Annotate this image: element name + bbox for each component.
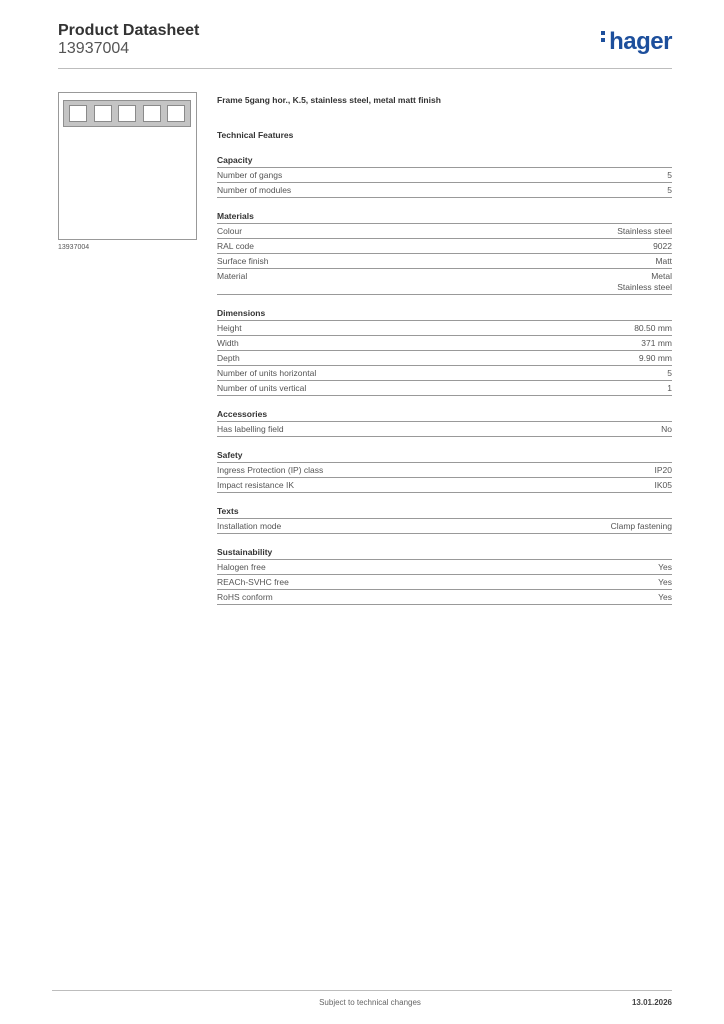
frame-5gang-image [63, 100, 191, 127]
section-texts [217, 506, 672, 534]
product-number: 13937004 [58, 40, 130, 57]
spec-value-line: 5 [667, 170, 672, 180]
spec-value [655, 480, 673, 491]
spec-label: Material [217, 271, 248, 281]
page-header [58, 22, 672, 72]
spec-label: Number of units horizontal [217, 368, 317, 378]
frame-gang-opening [94, 105, 112, 122]
spec-row [217, 575, 672, 590]
spec-row [217, 183, 672, 198]
spec-row [217, 168, 672, 183]
spec-value-line: 9022 [653, 241, 672, 251]
spec-label: Number of modules [217, 185, 292, 195]
spec-row [217, 381, 672, 396]
spec-value-line: Stainless steel [617, 226, 672, 236]
section-sustainability [217, 547, 672, 605]
spec-row [217, 463, 672, 478]
hager-logo [601, 28, 672, 56]
spec-row [217, 351, 672, 366]
spec-label: Number of units vertical [217, 383, 307, 393]
section-safety [217, 450, 672, 493]
technical-features-title: Technical Features [217, 130, 294, 140]
spec-value [655, 465, 673, 476]
section-title: Materials [217, 211, 672, 224]
spec-row [217, 239, 672, 254]
spec-value [639, 353, 672, 364]
spec-row [217, 478, 672, 493]
spec-label: Colour [217, 226, 243, 236]
frame-gang-opening [143, 105, 161, 122]
spec-row [217, 560, 672, 575]
frame-gang-opening [118, 105, 136, 122]
spec-value [667, 383, 672, 394]
product-title: Frame 5gang hor., K.5, stainless steel, metal matt finish [217, 95, 441, 105]
spec-value-line: Stainless steel [617, 282, 672, 292]
spec-label: Surface finish [217, 256, 269, 266]
section-title: Sustainability [217, 547, 672, 560]
spec-value [667, 170, 672, 181]
feature-sections [217, 155, 672, 605]
spec-value-line: Yes [658, 592, 672, 602]
spec-label: REACh-SVHC free [217, 577, 289, 587]
spec-value [611, 521, 672, 532]
spec-value [655, 256, 672, 267]
logo-dots-icon [601, 28, 606, 45]
spec-value-line: Clamp fastening [610, 521, 672, 531]
spec-value-line: 80.50 mm [634, 323, 672, 333]
spec-label: Has labelling field [217, 424, 284, 434]
spec-label: RoHS conform [217, 592, 273, 602]
spec-value [641, 338, 672, 349]
section-capacity [217, 155, 672, 198]
spec-value-line: Matt [655, 256, 672, 266]
section-materials [217, 211, 672, 295]
spec-value [617, 226, 672, 237]
spec-label: Number of gangs [217, 170, 283, 180]
spec-value-line: Metal [651, 271, 672, 281]
spec-label: RAL code [217, 241, 255, 251]
spec-value-line: 1 [667, 383, 672, 393]
section-title: Capacity [217, 155, 672, 168]
spec-value-line: 5 [667, 185, 672, 195]
spec-value-line: 371 mm [641, 338, 672, 348]
image-caption: 13937004 [58, 244, 90, 251]
product-image [58, 92, 197, 240]
section-dimensions [217, 308, 672, 396]
spec-label: Impact resistance IK [217, 480, 295, 490]
spec-row [217, 590, 672, 605]
spec-value [667, 185, 672, 196]
section-title: Texts [217, 506, 672, 519]
spec-value-line: No [661, 424, 672, 434]
spec-label: Ingress Protection (IP) class [217, 465, 324, 475]
spec-value [658, 562, 672, 573]
spec-row [217, 336, 672, 351]
spec-value-line: 5 [667, 368, 672, 378]
spec-value-line: Yes [658, 562, 672, 572]
frame-gang-opening [69, 105, 87, 122]
spec-value [617, 271, 672, 293]
spec-value [658, 592, 672, 603]
spec-value [667, 368, 672, 379]
footer-note: Subject to technical changes [319, 998, 421, 1007]
spec-row [217, 422, 672, 437]
spec-label: Width [217, 338, 239, 348]
spec-label: Depth [217, 353, 240, 363]
spec-value [661, 424, 672, 435]
spec-row [217, 366, 672, 381]
spec-label: Installation mode [217, 521, 282, 531]
frame-gang-opening [167, 105, 185, 122]
footer-date: 13.01.2026 [631, 998, 672, 1007]
section-title: Accessories [217, 409, 672, 422]
header-divider [58, 68, 672, 69]
spec-row [217, 254, 672, 269]
spec-value-line: 9.90 mm [638, 353, 672, 363]
logo-text: hager [609, 28, 672, 55]
spec-value [634, 323, 672, 334]
spec-value [653, 241, 672, 252]
spec-value [658, 577, 672, 588]
spec-value-line: Yes [658, 577, 672, 587]
page-title: Product Datasheet [58, 22, 200, 39]
spec-value-line: IK05 [654, 480, 672, 490]
spec-value-line: IP20 [654, 465, 672, 475]
spec-row [217, 224, 672, 239]
spec-label: Halogen free [217, 562, 266, 572]
datasheet-content [217, 95, 672, 605]
spec-row [217, 321, 672, 336]
spec-row [217, 269, 672, 295]
section-title: Safety [217, 450, 672, 463]
section-accessories [217, 409, 672, 437]
spec-label: Height [217, 323, 242, 333]
spec-row [217, 519, 672, 534]
footer-divider [52, 990, 672, 991]
section-title: Dimensions [217, 308, 672, 321]
